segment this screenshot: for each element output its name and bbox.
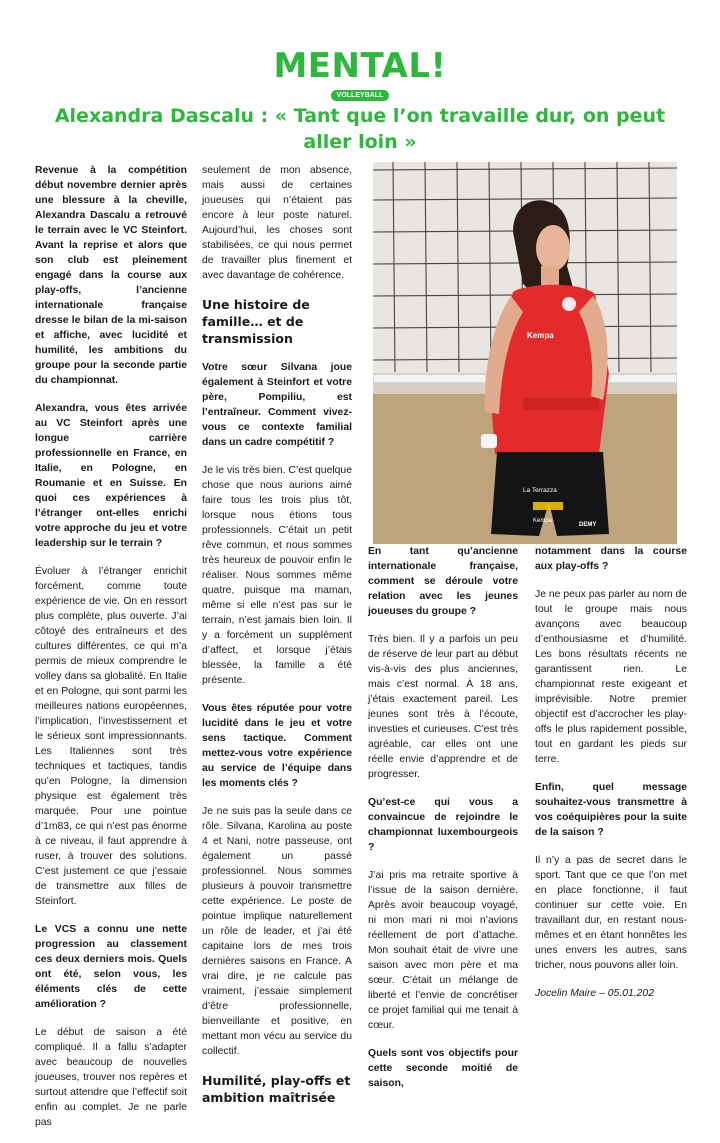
question-6: Qu’est-ce qui vous a convaincue de rejoindre le championnat luxembourgeois ? [368,797,518,853]
answer-5: Très bien. Il y a parfois un peu de réserve de leur part au début vis-à-vis des plus anciennes, mais c’est normal. À 18 ans, j’étais exactement pareil. Les jeunes sont très à l’écoute, investies et curieuses. C’est très agréable, car elles ont une réelle envie d’apprendre et de progresser. [368,634,518,780]
question-3: Votre sœur Silvana joue également à Steinfort et votre père, Pompiliu, est l’entraîneur. Comment vivez-vous ce contexte familial dans un cadre compétitif ? [202,362,352,448]
shorts-sponsor-3: DEMY [579,522,597,528]
answer-3: Je le vis très bien. C’est quelque chose que nous aurions aimé faire tous les trois plus tôt, lorsque nous étions tous professionnels. C’était un petit rêve commun, et nous sommes très heureux de pouvoir enfin le réaliser. Nous sommes même quatre, puisque ma maman, même si elle n’est pas sur le terrain, n’est jamais bien loin. Il y a forcément un supplément d’affect, et lorsque j’étais blessée, la famille a été présente. [202,465,352,686]
column-4 [535,544,687,1014]
answer-2: Le début de saison a été compliqué. Il a fallu s’adapter avec beaucoup de nouvelles joueuses, trouver nos repères et surtout attendre que l’effectif soit enfin au complet. Je ne parle pas [35,1027,187,1128]
column-2 [202,163,352,1119]
masthead [0,48,720,102]
shorts-sponsor-2: Kempa [533,518,553,524]
answer-2-continued: seulement de mon absence, mais aussi de certaines joueuses qui n’étaient pas encore à leur poste naturel. Aujourd’hui, les choses sont stabilisées, ce qui nous permet de travailler plus finement et avec davantage de cohérence. [202,165,352,281]
answer-8: Il n’y a pas de secret dans le sport. Tant que ce que l’on met en place fonctionne, il faut continuer sur cette voie. En travaillant dur, en restant nous-mêmes et en étant honnêtes les unes envers les autres, sans tricher, nous pouvons aller loin. [535,855,687,971]
player-photo [373,162,677,544]
column-3 [368,544,518,1104]
question-7: Quels sont vos objectifs pour cette seconde moitié de saison, [368,1048,518,1089]
question-7-continued: notamment dans la course aux play-offs ? [535,546,687,572]
question-4: Vous êtes réputée pour votre lucidité dans le jeu et votre sens tactique. Comment mettez-vous votre expérience au service de l’équipe dans les moments clés ? [202,703,352,789]
answer-1: Évoluer à l’étranger enrichit forcément, comme toute expérience de vie. On en ressort plus complète, plus ouverte. J’ai côtoyé des entraîneurs et des cultures différentes, ce qui m’a permis de mieux comprendre le volley dans sa globalité. En Italie et en Pologne, qui sont parmi les meilleures nations européennes, l’implication, l’investissement et le sérieux sont impressionnants. Les Italiennes sont très techniques et tactiques, tandis qu’en Pologne, la dimension physique est également très marquée. Pour une pointue d’1m83, ce qui n’est pas énorme à ce niveau, il faut apprendre à ruser, à trouver des solutions. C’est justement ce que j’essaie de transmettre aux filles de Steinfort. [35,566,187,907]
article-intro: Revenue à la compétition début novembre dernier après une blessure à la cheville, Alexandra Dascalu a retrouvé le terrain avec le VC Steinfort. Avant la reprise et alors que son club est pleinement engagé dans la course aux play-offs, l’ancienne internationale française dresse le bilan de la mi-saison et affiche, avec lucidité et humilité, les ambitions du groupe pour la seconde partie du championnat. [35,165,187,386]
photo-illustration [373,162,677,544]
section-badge: VOLLEYBALL [331,90,390,101]
question-1: Alexandra, vous êtes arrivée au VC Steinfort après une longue carrière professionnelle en France, en Italie, en Pologne, en Roumanie et en Suisse. En quoi ces expériences à l’étranger ont-elles enrichi votre approche du jeu et votre leadership sur le terrain ? [35,403,187,549]
answer-4: Je ne suis pas la seule dans ce rôle. Silvana, Karolina au poste 4 et Nani, notre passeuse, ont également un passé professionnel. Nous sommes plusieurs à pouvoir transmettre cette expérience. Le poste de pointue implique naturellement un rôle de leader, et j’ai été capitaine lors de mes trois dernières saisons en France. A vrai dire, je ne calcule pas vraiment, j’essaie simplement d’être professionnelle, bienveillante et positive, en mettant mon vécu au service du collectif. [202,806,352,1057]
question-5: En tant qu’ancienne internationale française, comment se déroule votre relation avec les jeunes joueuses du groupe ? [368,546,518,617]
author-signature: Jocelin Maire – 05.01.202 [535,988,654,999]
answer-7: Je ne peux pas parler au nom de tout le groupe mais nous avançons avec beaucoup d’enthousiasme et d’humilité. Les bons résultats récents ne garantissent rien. Le championnat reste exigeant et imprévisible. Notre premier objectif est d’accrocher les play-offs le plus rapidement possible, tout en gardant les pieds sur terre. [535,589,687,765]
shorts-sponsor-1: La Terrazza [523,487,557,494]
subheading-family: Une histoire de famille… et de transmission [202,297,310,346]
answer-6: J’ai pris ma retraite sportive à l’issue de la saison dernière. Après avoir beaucoup voyagé, ni mon mari ni moi n’avions réellement de port d’attache. Mon souhait était de vivre une saison avec mon père et ma sœur. C’était un mélange de liberté et l’envie de concrétiser ce projet familial qui me tenait à cœur. [368,870,518,1031]
magazine-logo: MENTAL! [273,46,447,86]
article-headline: Alexandra Dascalu : « Tant que l’on travaille dur, on peut aller loin » [54,105,666,153]
subheading-humility: Humilité, play-offs et ambition maîtrisée [202,1073,351,1105]
jersey-brand-label: Kempa [527,331,554,340]
column-1 [35,163,187,1143]
question-2: Le VCS a connu une nette progression au classement ces deux derniers mois. Quels ont été, selon vous, les éléments clés de cette amélioration ? [35,924,187,1010]
question-8: Enfin, quel message souhaitez-vous transmettre à vos coéquipières pour la suite de la saison ? [535,782,687,838]
